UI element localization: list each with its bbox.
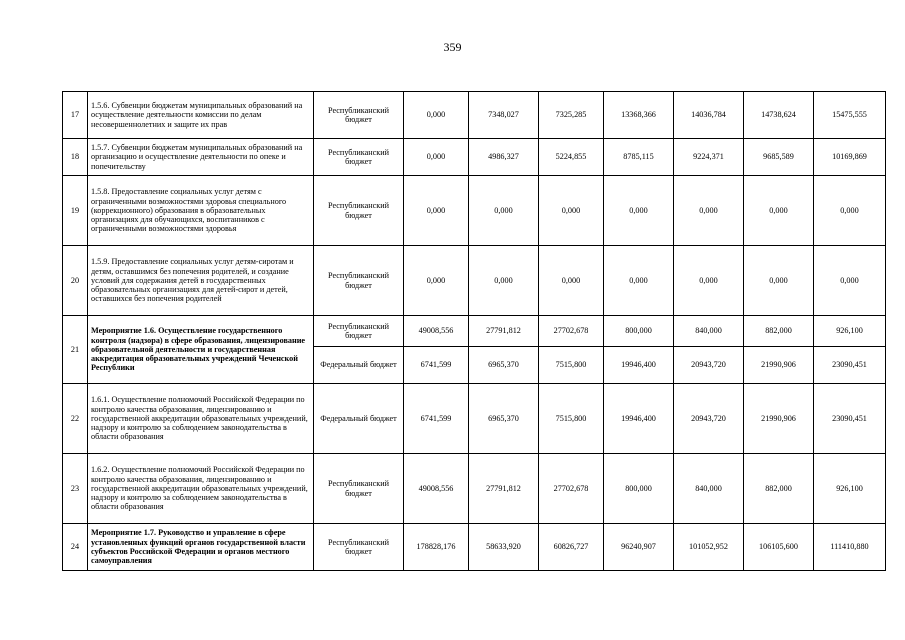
row-value: 7515,800 [539, 347, 604, 384]
row-description: 1.5.8. Предоставление социальных услуг детям с ограниченными возможностями здоровья специального (коррекционного) образования в образовательных организациях для обучающихся, воспитанников с ограниченными возможностями здоровья [88, 176, 314, 246]
row-value: 0,000 [539, 176, 604, 246]
row-value: 0,000 [744, 176, 814, 246]
table-row [63, 316, 886, 347]
row-value: 21990,906 [744, 384, 814, 454]
row-value: 27791,812 [469, 454, 539, 524]
row-description: Мероприятие 1.6. Осуществление государственного контроля (надзора) в сфере образования, лицензирование образовательной деятельности и государственная аккредитация образовательных учреждений Чеченской Республики [88, 316, 314, 384]
row-value: 0,000 [539, 246, 604, 316]
row-value: 6741,599 [404, 384, 469, 454]
row-value: 9685,589 [744, 139, 814, 176]
row-value: 840,000 [674, 454, 744, 524]
row-source: Республиканский бюджет [314, 246, 404, 316]
row-number: 18 [63, 139, 88, 176]
row-value: 0,000 [469, 246, 539, 316]
row-number: 17 [63, 92, 88, 139]
row-value: 27702,678 [539, 316, 604, 347]
table-row [63, 524, 886, 571]
row-value: 6965,370 [469, 384, 539, 454]
row-value: 840,000 [674, 316, 744, 347]
page-number: 359 [443, 40, 462, 54]
row-value: 926,100 [814, 316, 886, 347]
row-value: 0,000 [404, 139, 469, 176]
row-value: 101052,952 [674, 524, 744, 571]
row-source: Республиканский бюджет [314, 92, 404, 139]
row-description: 1.6.1. Осуществление полномочий Российской Федерации по контролю качества образования, лицензированию и государственной аккредитации образовательных учреждений, надзору и контролю за соблюдением законодательства в области образования [88, 384, 314, 454]
row-value: 49008,556 [404, 454, 469, 524]
row-source: Республиканский бюджет [314, 176, 404, 246]
row-value: 20943,720 [674, 347, 744, 384]
row-number: 20 [63, 246, 88, 316]
row-number: 19 [63, 176, 88, 246]
row-value: 7515,800 [539, 384, 604, 454]
budget-table [62, 91, 886, 571]
row-value: 0,000 [814, 176, 886, 246]
row-number: 22 [63, 384, 88, 454]
row-source: Республиканский бюджет [314, 139, 404, 176]
row-value: 15475,555 [814, 92, 886, 139]
row-value: 0,000 [814, 246, 886, 316]
row-value: 58633,920 [469, 524, 539, 571]
row-value: 10169,869 [814, 139, 886, 176]
row-value: 800,000 [604, 454, 674, 524]
row-value: 14738,624 [744, 92, 814, 139]
table-row [63, 176, 886, 246]
row-value: 9224,371 [674, 139, 744, 176]
row-description: Мероприятие 1.7. Руководство и управление в сфере установленных функций органов государственной власти субъектов Российской Федерации и органов местного самоуправления [88, 524, 314, 571]
row-description: 1.6.2. Осуществление полномочий Российской Федерации по контролю качества образования, лицензированию и государственной аккредитации образовательных учреждений, надзору и контролю за соблюдением законодательства в области образования [88, 454, 314, 524]
row-value: 96240,907 [604, 524, 674, 571]
row-number: 23 [63, 454, 88, 524]
row-value: 27702,678 [539, 454, 604, 524]
row-source: Республиканский бюджет [314, 454, 404, 524]
row-value: 7348,027 [469, 92, 539, 139]
row-value: 7325,285 [539, 92, 604, 139]
row-value: 926,100 [814, 454, 886, 524]
row-value: 21990,906 [744, 347, 814, 384]
row-value: 6965,370 [469, 347, 539, 384]
row-number: 24 [63, 524, 88, 571]
table-row [63, 139, 886, 176]
row-value: 23090,451 [814, 384, 886, 454]
row-value: 882,000 [744, 454, 814, 524]
row-value: 0,000 [404, 92, 469, 139]
table-row [63, 246, 886, 316]
row-value: 0,000 [604, 176, 674, 246]
row-value: 106105,600 [744, 524, 814, 571]
row-value: 6741,599 [404, 347, 469, 384]
row-value: 178828,176 [404, 524, 469, 571]
row-value: 0,000 [404, 176, 469, 246]
row-source: Республиканский бюджет [314, 316, 404, 347]
row-value: 0,000 [469, 176, 539, 246]
row-value: 5224,855 [539, 139, 604, 176]
row-value: 19946,400 [604, 347, 674, 384]
row-value: 27791,812 [469, 316, 539, 347]
table-row [63, 92, 886, 139]
row-source: Федеральный бюджет [314, 384, 404, 454]
row-value: 111410,880 [814, 524, 886, 571]
table-row [63, 384, 886, 454]
row-value: 60826,727 [539, 524, 604, 571]
row-value: 8785,115 [604, 139, 674, 176]
row-value: 0,000 [744, 246, 814, 316]
row-value: 800,000 [604, 316, 674, 347]
table-row [63, 454, 886, 524]
row-description: 1.5.6. Субвенции бюджетам муниципальных образований на осуществление деятельности комиссии по делам несовершеннолетних и защите их прав [88, 92, 314, 139]
row-value: 0,000 [604, 246, 674, 316]
row-source: Республиканский бюджет [314, 524, 404, 571]
row-number: 21 [63, 316, 88, 384]
row-value: 14036,784 [674, 92, 744, 139]
row-value: 19946,400 [604, 384, 674, 454]
row-value: 49008,556 [404, 316, 469, 347]
row-value: 0,000 [674, 176, 744, 246]
row-description: 1.5.7. Субвенции бюджетам муниципальных образований на организацию и осуществление деятельности по опеке и попечительству [88, 139, 314, 176]
row-value: 20943,720 [674, 384, 744, 454]
row-value: 0,000 [674, 246, 744, 316]
row-value: 13368,366 [604, 92, 674, 139]
row-description: 1.5.9. Предоставление социальных услуг детям-сиротам и детям, оставшимся без попечения родителей, и создание условий для содержания детей в государственных образовательных организациях для детей-сирот и детей, оставшихся без попечения родителей [88, 246, 314, 316]
row-value: 23090,451 [814, 347, 886, 384]
row-value: 4986,327 [469, 139, 539, 176]
row-value: 882,000 [744, 316, 814, 347]
row-source: Федеральный бюджет [314, 347, 404, 384]
table-body [63, 92, 886, 571]
row-value: 0,000 [404, 246, 469, 316]
